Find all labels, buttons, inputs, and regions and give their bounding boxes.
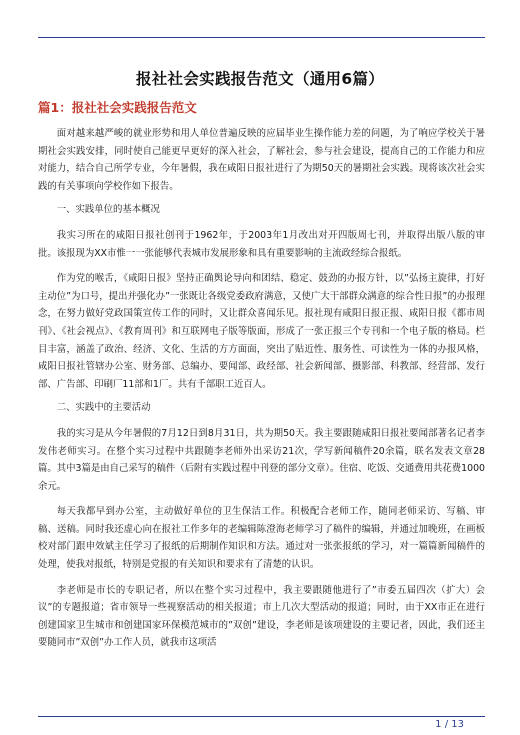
paragraph-daily-work: 每天我都早到办公室，主动做好单位的卫生保洁工作。积极配合老师工作，随同老师采访、写稿、审稿、送稿。同时我还虚心向在报社工作多年的老编辑陈澄海老师学习了稿件的编辑，并通过加晚班，在画板校对部门跟申效斌主任学习了报纸的后期制作知识和方法。通过对一张张报纸的学习，对一篇篇新闻稿件的处理，使我对报纸，特别是党报的有关知识和要求有了清楚的认识。	[38, 506, 485, 571]
paragraph-intro: 面对越来越严峻的就业形势和用人单位普遍反映的应届毕业生操作能力差的问题，为了响应学校关于暑期社会实践安排，同时使自己能更早更好的深入社会，了解社会，参与社会建设，提高自己的工作能力和应对能力，结合自己所学专业，今年暑假，我在咸阳日报社进行了为期50天的暑期社会实践。现将该次社会实践的有关事项向学校作如下报告。	[38, 128, 485, 192]
paragraph-newspaper: 作为党的喉舌，《咸阳日报》坚持正确舆论导向和团结、稳定、鼓劲的办报方针，以”弘扬主旋律，打好主动位”为口号，提出并强化办”一张既让各级党委政府满意，又使广大干部群众满意的综合性日报”的办报理念，在努力做好党政国策宣传工作的同时，又让群众喜闻乐见。报社现有咸阳日报正报、咸阳日报《都市周刊》、《社会视点》、《教育周刊》和互联网电子版等版面，形成了一张正报三个专刊和一个电子版的格局。栏目丰富，涵盖了政治、经济、文化、生活的方方面面，突出了贴近性、服务性、可读性为一体的办报风格，咸阳日报社管辖办公室、财务部、总编办、要闻部、政经部、社会新闻部、摄影部、科教部、经营部、发行部、广告部、印刷厂11部和1厂。共有千部职工近百人。	[38, 273, 485, 390]
page-number: 1 / 13	[435, 719, 464, 730]
paragraph-internship: 我的实习是从今年暑假的7月12日到8月31日，共为期50天。我主要跟随咸阳日报社要闻部著名记者李发伟老师实习。在整个实习过程中共跟随李老师外出采访21次，学写新闻稿件20余篇，联名发表文章28篇。其中3篇是由自己采写的稿件（后附有实践过程中刊登的部分文章）。住宿、吃饭、交通费用共花费1000余元。	[38, 427, 486, 492]
document-body	[38, 125, 485, 654]
footer-rule	[38, 716, 485, 717]
section-title-overview: 一、实践单位的基本概况	[56, 204, 160, 216]
paragraph-reporting: 李老师是市长的专职记者，所以在整个实习过程中，我主要跟随他进行了”市委五届四次（扩大）会议”的专题报道；省市领导一些视察活动的相关报道；市上几次大型活动的报道；同时，由于XX市正在进行创建国家卫生城市和创建国家环保模范城市的”双创”建设，李老师是该项建设的主要记者，因此，我们还主要随同市”双创”办工作人员，就我市这项活	[38, 584, 485, 649]
section-title-activities: 二、实践中的主要活动	[56, 402, 151, 414]
section-heading: 篇1：报社社会实践报告范文	[38, 100, 197, 115]
paragraph-overview: 我实习所在的咸阳日报社创刊于1962年，于2003年1月改出对开四版周七刊，并取得出版八版的审批。该报现为XX市惟一一张能够代表城市发展形象和具有重要影响的主流政经综合报纸。	[38, 229, 485, 259]
header-rule	[38, 37, 485, 38]
document-title: 报社社会实践报告范文（通用6篇）	[135, 70, 385, 88]
